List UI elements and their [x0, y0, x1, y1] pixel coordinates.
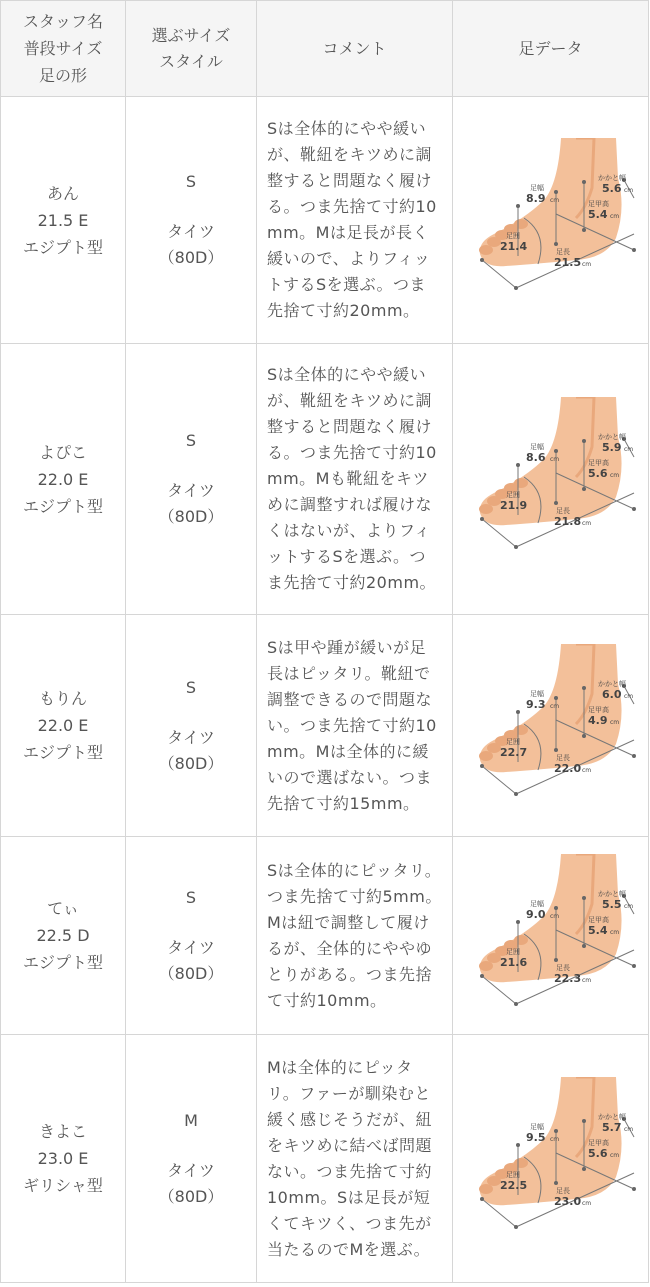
- girth-label: 足囲: [505, 1170, 520, 1179]
- heel-width-value: 5.9: [601, 441, 621, 454]
- staff-cell: [1, 344, 126, 615]
- length-label: 足長: [555, 507, 570, 515]
- toe-shape: [514, 1158, 528, 1168]
- table-row: [1, 97, 649, 344]
- toe-shape: [479, 961, 493, 971]
- heel-width-unit: cm: [623, 446, 633, 453]
- size-cell: [126, 1035, 257, 1283]
- foot-diagram: [466, 644, 636, 804]
- staff-name: もりん: [38, 689, 87, 708]
- toe-shape: [514, 219, 528, 229]
- foot-shape: エジプト型: [22, 237, 103, 257]
- heel-width-value: 5.7: [601, 1120, 621, 1134]
- heel-width-unit: cm: [623, 1125, 633, 1133]
- foot-width-unit: cm: [549, 197, 559, 204]
- foot-width-value: 8.9: [525, 192, 545, 205]
- length-value: 22.3: [553, 971, 581, 985]
- foot-data-cell: [453, 837, 649, 1035]
- foot-width-unit: cm: [549, 1135, 559, 1143]
- heel-width-value: 6.0: [601, 687, 621, 701]
- table-row: [1, 1035, 649, 1283]
- instep-value: 5.6: [587, 1146, 607, 1160]
- staff-name: きよこ: [38, 1122, 87, 1141]
- foot-diagram: [466, 138, 636, 298]
- instep-unit: cm: [609, 213, 619, 220]
- usual-size: 23.0 E: [37, 1149, 89, 1168]
- size-cell: [126, 837, 257, 1035]
- comment-cell: Sは全体的にやや緩いが、靴紐をキツめに調整すると問題なく履ける。つま先捨て寸約10mm。Mは足長が長く緩いので、よりフィットするSを選ぶ。つま先捨て寸約20mm。: [257, 97, 453, 344]
- length-value: 23.0: [553, 1194, 581, 1208]
- usual-size: 22.0 E: [37, 716, 89, 735]
- instep-label: 足甲高: [587, 459, 609, 467]
- staff-cell: [1, 837, 126, 1035]
- staff-cell: [1, 97, 126, 344]
- sock-style: タイツ: [167, 727, 215, 747]
- header-size: [126, 1, 257, 97]
- foot-width-label: 足幅: [529, 1122, 544, 1131]
- length-unit: cm: [581, 766, 591, 774]
- foot-width-unit: cm: [549, 456, 559, 463]
- foot-width-unit: cm: [549, 702, 559, 710]
- toe-shape: [479, 751, 493, 761]
- heel-width-unit: cm: [623, 187, 633, 194]
- girth-value: 21.4: [499, 240, 527, 253]
- sock-style: タイツ: [167, 222, 215, 241]
- chosen-size: S: [185, 887, 197, 907]
- girth-label: 足囲: [505, 947, 520, 956]
- foot-shape: エジプト型: [22, 496, 103, 516]
- length-unit: cm: [581, 976, 591, 984]
- staff-name: てぃ: [47, 899, 79, 918]
- heel-width-unit: cm: [623, 902, 633, 910]
- heel-width-unit: cm: [623, 692, 633, 700]
- instep-label: 足甲高: [587, 200, 609, 208]
- foot-diagram: [466, 1077, 636, 1237]
- size-cell: [126, 344, 257, 615]
- toe-shape: [479, 504, 493, 514]
- header-size-line: 選ぶサイズ: [151, 25, 231, 45]
- girth-value: 22.5: [499, 1178, 527, 1192]
- length-value: 21.5: [553, 256, 581, 269]
- instep-value: 5.4: [587, 923, 607, 937]
- header-comment: コメント: [257, 1, 453, 97]
- chosen-size: S: [185, 677, 197, 697]
- girth-value: 21.6: [499, 955, 527, 969]
- foot-width-label: 足幅: [529, 443, 544, 451]
- foot-diagram: [466, 854, 636, 1014]
- instep-unit: cm: [609, 928, 619, 936]
- size-cell: [126, 97, 257, 344]
- girth-value: 22.7: [499, 745, 527, 759]
- foot-width-unit: cm: [549, 912, 559, 920]
- sock-style: タイツ: [167, 1160, 215, 1180]
- staff-name: あん: [46, 183, 79, 203]
- foot-shape: エジプト型: [22, 953, 103, 972]
- girth-label: 足囲: [505, 737, 520, 746]
- header-name: [1, 1, 126, 97]
- instep-label: 足甲高: [587, 705, 609, 714]
- heel-width-value: 5.6: [601, 182, 621, 195]
- foot-diagram: [466, 397, 636, 557]
- header-size-line: スタイル: [159, 51, 223, 71]
- length-unit: cm: [581, 261, 591, 268]
- chosen-size: M: [184, 1110, 198, 1130]
- staff-cell: [1, 1035, 126, 1283]
- length-value: 22.0: [553, 761, 581, 775]
- heel-width-label: かかと幅: [597, 679, 626, 688]
- header-name-line: 普段サイズ: [23, 39, 103, 58]
- comment-cell: Sは全体的にピッタリ。つま先捨て寸約5mm。Mは紐で調整して履けるが、全体的にややゆとりがある。つま先捨て寸約10mm。: [257, 837, 453, 1035]
- toe-shape: [514, 725, 528, 735]
- instep-value: 5.6: [587, 467, 607, 480]
- instep-unit: cm: [609, 1151, 619, 1159]
- header-name-line: スタッフ名: [22, 12, 103, 31]
- instep-value: 5.4: [587, 208, 607, 221]
- foot-data-cell: [453, 97, 649, 344]
- comment-cell: Sは全体的にやや緩いが、靴紐をキツめに調整すると問題なく履ける。つま先捨て寸約10mm。Mも靴紐をキツめに調整すれば履けなくはないが、よりフィットするSを選ぶ。つま先捨て寸約20mm。: [257, 344, 453, 615]
- foot-shape: ギリシャ型: [23, 1176, 103, 1195]
- chosen-size: S: [185, 172, 197, 191]
- length-unit: cm: [581, 520, 591, 527]
- length-label: 足長: [555, 753, 570, 762]
- toe-shape: [479, 245, 493, 255]
- foot-width-value: 9.0: [525, 907, 545, 921]
- heel-width-label: かかと幅: [597, 174, 626, 182]
- heel-width-label: かかと幅: [597, 889, 626, 898]
- instep-value: 4.9: [587, 713, 607, 727]
- table-row: [1, 615, 649, 837]
- header-row: [1, 1, 649, 97]
- instep-label: 足甲高: [587, 915, 609, 924]
- table-row: [1, 344, 649, 615]
- staff-cell: [1, 615, 126, 837]
- usual-size: 21.5 E: [37, 210, 89, 230]
- instep-label: 足甲高: [587, 1138, 609, 1147]
- sock-denier: （80D）: [158, 1186, 224, 1206]
- foot-data-cell: [453, 344, 649, 615]
- length-value: 21.8: [553, 515, 581, 528]
- length-label: 足長: [555, 963, 570, 972]
- usual-size: 22.0 E: [37, 469, 89, 489]
- foot-width-label: 足幅: [529, 184, 544, 192]
- length-unit: cm: [581, 1199, 591, 1207]
- sock-denier: （80D）: [158, 507, 224, 526]
- usual-size: 22.5 D: [36, 926, 90, 945]
- foot-width-label: 足幅: [529, 899, 544, 908]
- foot-shape: エジプト型: [22, 743, 103, 762]
- comment-cell: Sは甲や踵が緩いが足長はピッタリ。靴紐で調整できるので問題ない。つま先捨て寸約10mm。Mは全体的に緩いので選ばない。つま先捨て寸約15mm。: [257, 615, 453, 837]
- toe-shape: [514, 935, 528, 945]
- comment-cell: Mは全体的にピッタリ。ファーが馴染むと緩く感じそうだが、紐をキツめに結べば問題ない。つま先捨て寸約10mm。Sは足長が短くてキツく、つま先が当たるのでMを選ぶ。: [257, 1035, 453, 1283]
- foot-width-value: 9.5: [525, 1130, 545, 1144]
- toe-shape: [479, 1184, 493, 1194]
- heel-width-label: かかと幅: [597, 433, 626, 441]
- sock-denier: （80D）: [158, 248, 224, 267]
- chosen-size: S: [185, 431, 197, 450]
- foot-width-value: 8.6: [525, 451, 545, 464]
- sock-denier: （80D）: [158, 753, 224, 773]
- sock-denier: （80D）: [158, 963, 224, 983]
- staff-name: よぴこ: [38, 442, 87, 462]
- foot-data-cell: [453, 1035, 649, 1283]
- sock-style: タイツ: [167, 937, 215, 957]
- instep-unit: cm: [609, 472, 619, 479]
- instep-unit: cm: [609, 718, 619, 726]
- foot-width-value: 9.3: [525, 697, 545, 711]
- header-foot: 足データ: [453, 1, 649, 97]
- size-cell: [126, 615, 257, 837]
- table-row: [1, 837, 649, 1035]
- heel-width-value: 5.5: [601, 897, 621, 911]
- foot-data-cell: [453, 615, 649, 837]
- sock-style: タイツ: [167, 481, 215, 500]
- length-label: 足長: [555, 1186, 570, 1195]
- girth-label: 足囲: [505, 232, 520, 240]
- heel-width-label: かかと幅: [597, 1112, 626, 1121]
- girth-value: 21.9: [499, 499, 527, 512]
- header-name-line: 足の形: [38, 66, 87, 85]
- foot-width-label: 足幅: [529, 689, 544, 698]
- toe-shape: [514, 478, 528, 488]
- girth-label: 足囲: [505, 491, 520, 499]
- length-label: 足長: [555, 248, 570, 256]
